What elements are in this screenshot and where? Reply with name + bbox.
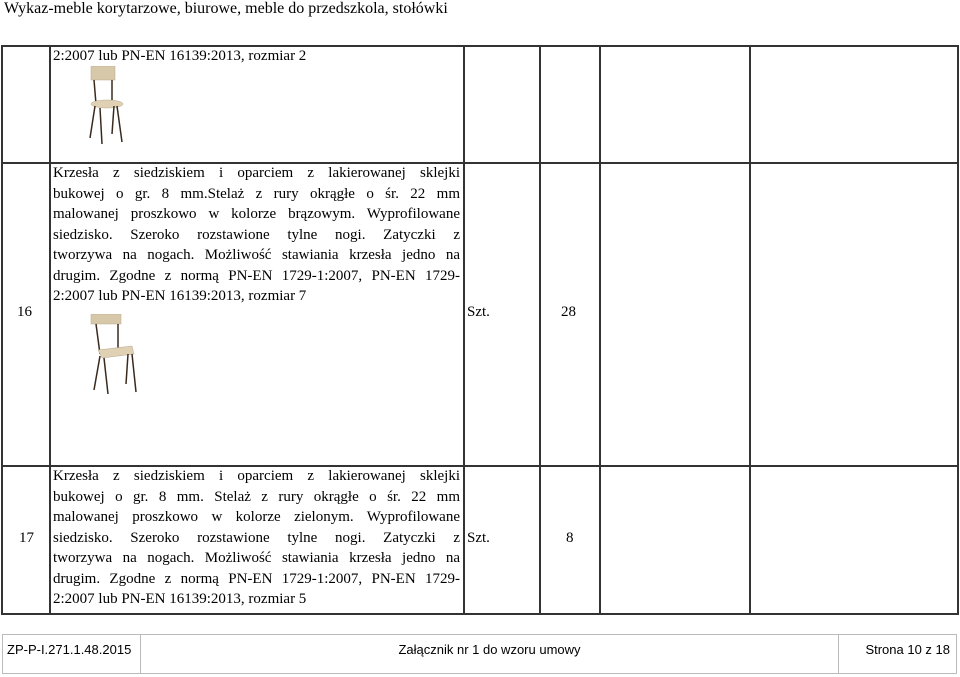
description-line: bukowej o gr. 8 mm.Stelaż z rury okrągłe o śr. 22 mm xyxy=(53,185,460,202)
footer-reference: ZP-P-I.271.1.48.2015 xyxy=(7,642,132,657)
table-row-continuation xyxy=(53,46,460,67)
description-line: Krzesła z siedziskiem i oparciem z lakierowanej sklejki xyxy=(53,165,460,181)
description-line: tworzywa na nogach. Możliwość stawiania krzesła jedno na xyxy=(53,247,460,263)
row-number: 17 xyxy=(19,530,34,546)
row-unit: Szt. xyxy=(467,530,490,546)
description-line: bukowej o gr. 8 mm. Stelaż z rury okrągłe o śr. 22 mm xyxy=(53,488,460,505)
footer-page-number: Strona 10 z 18 xyxy=(865,642,950,657)
description-line: siedzisko. Szeroko rozstawione tylne nogi. Zatyczki z xyxy=(53,226,460,243)
description-line: 2:2007 lub PN-EN 16139:2013, rozmiar 5 xyxy=(53,591,307,607)
document-title: Wykaz-meble korytarzowe, biurowe, meble do przedszkola, stołówki xyxy=(4,0,448,17)
description-line: drugim. Zgodne z normą PN-EN 1729-1:2007, PN-EN 1729- xyxy=(53,570,460,587)
footer-attachment: Załącznik nr 1 do wzoru umowy xyxy=(398,642,581,657)
row-description xyxy=(53,466,460,610)
chair-image xyxy=(88,314,148,396)
chair-image xyxy=(84,66,144,150)
row-number: 16 xyxy=(17,304,32,320)
row-quantity: 28 xyxy=(561,304,576,320)
row-description xyxy=(53,163,460,307)
description-line: tworzywa na nogach. Możliwość stawiania krzesła jedno na xyxy=(53,550,460,566)
description-line: siedzisko. Szeroko rozstawione tylne nogi. Zatyczki z xyxy=(53,529,460,546)
description-line: drugim. Zgodne z normą PN-EN 1729-1:2007, PN-EN 1729- xyxy=(53,267,460,284)
description-line: 2:2007 lub PN-EN 16139:2013, rozmiar 7 xyxy=(53,288,307,304)
row-quantity: 8 xyxy=(566,530,574,546)
row-unit: Szt. xyxy=(467,304,490,320)
description-line: malowanej proszkowo w kolorze zielonym. Wyprofilowane xyxy=(53,509,460,525)
description-line: Krzesła z siedziskiem i oparciem z lakierowanej sklejki xyxy=(53,468,460,484)
page-footer xyxy=(2,634,957,674)
description-line: malowanej proszkowo w kolorze brązowym. Wyprofilowane xyxy=(53,206,460,222)
description-line: 2:2007 lub PN-EN 16139:2013, rozmiar 2 xyxy=(53,48,307,64)
